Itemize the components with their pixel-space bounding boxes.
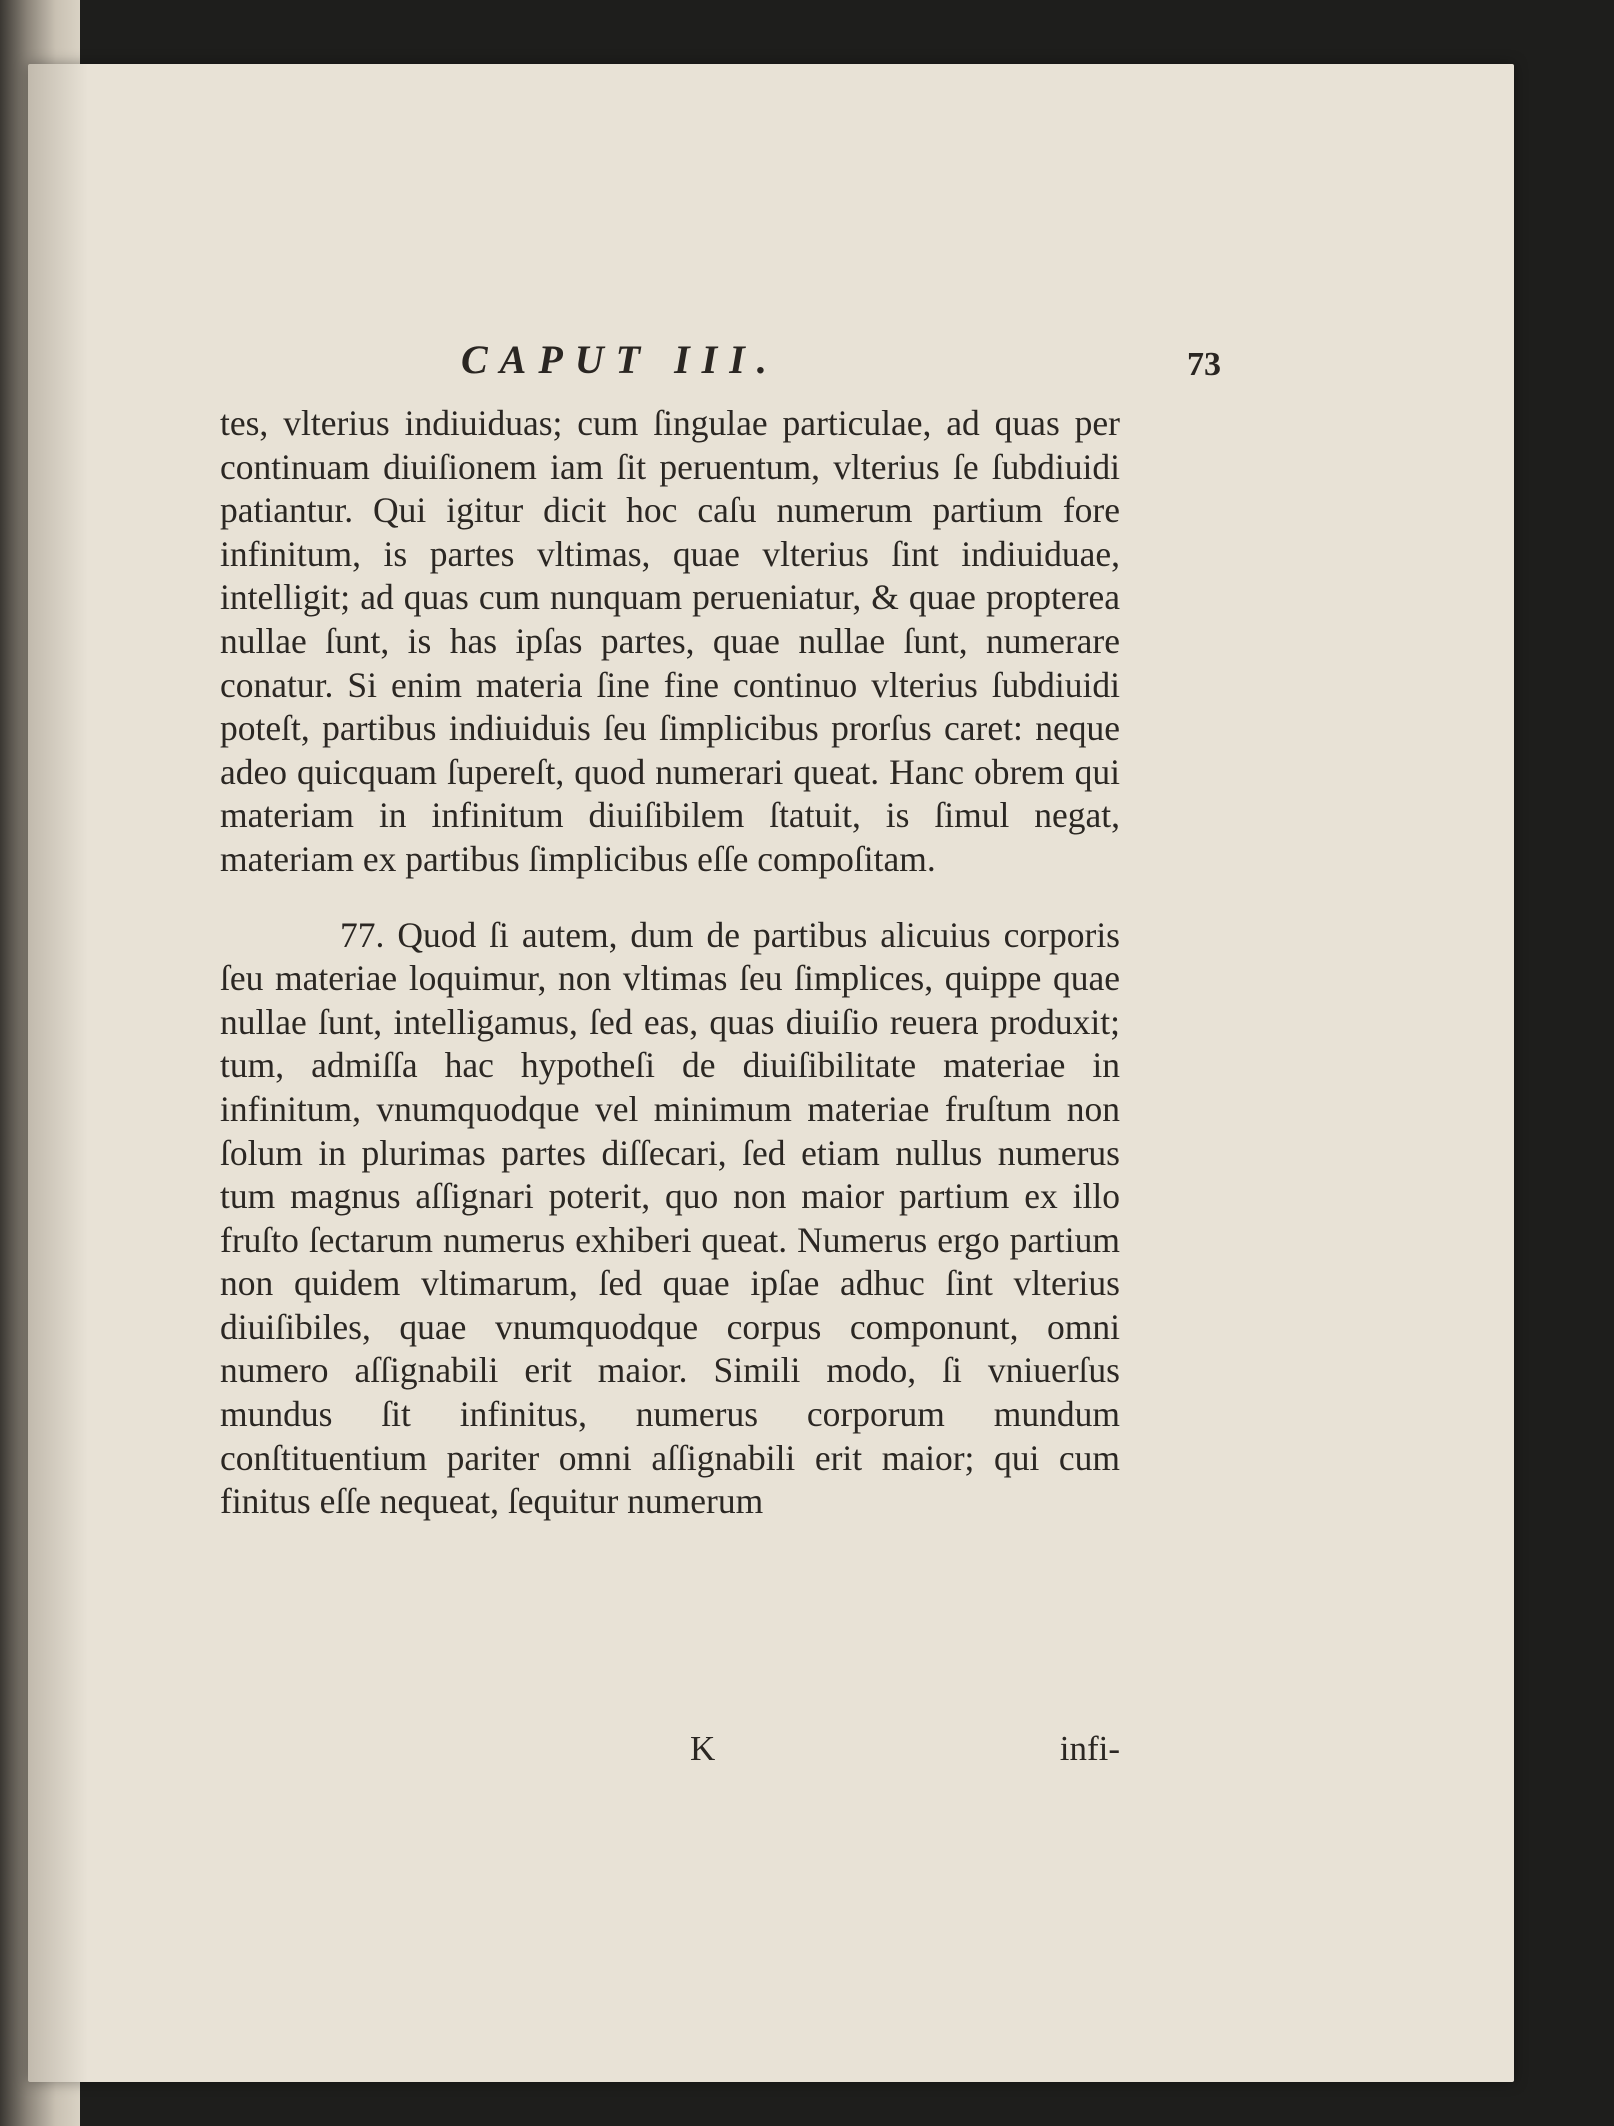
page-number: 73 — [1187, 346, 1221, 383]
paragraph-continued: tes, vlterius indiuiduas; cum ſingulae particulae, ad quas per continuam diuiſionem iam ſit peruentum, vlterius ſe ſubdiuidi patiantur. Qui igitur dicit hoc caſu numerum partium fore infinitum, is partes vltimas, quae vlterius ſint indiuiduae, intelligit; ad quas cum nunquam perueniatur, & quae propterea nullae ſunt, is has ipſas partes, quae nullae ſunt, numerare conatur. Si enim materia ſine fine continuo vlterius ſubdiuidi poteſt, partibus indiuiduis ſeu ſimplicibus prorſus caret: neque adeo quicquam ſupereſt, quod numerari queat. Hanc obrem qui materiam in infinitum diuiſibilem ſtatuit, is ſimul negat, materiam ex partibus ſimplicibus eſſe compoſitam. — [220, 403, 1120, 879]
signature-mark: K — [690, 1729, 716, 1768]
body-text — [220, 402, 1120, 1524]
book-page — [28, 64, 1514, 2082]
catchword: infi- — [1059, 1729, 1120, 1768]
page-footer — [220, 1729, 1120, 1773]
running-title: CAPUT III. — [461, 337, 779, 382]
paragraph-77: 77. Quod ſi autem, dum de partibus alicuius corporis ſeu materiae loquimur, non vltimas ſeu ſimplices, quippe quae nullae ſunt, intelligamus, ſed eas, quas diuiſio reuera produxit; tum, admiſſa hac hypotheſi de diuiſibilitate materiae in infinitum, vnumquodque vel minimum materiae fruſtum non ſolum in plurimas partes diſſecari, ſed etiam nullus numerus tum magnus aſſignari poterit, quo non maior partium ex illo fruſto ſectarum numerus exhiberi queat. Numerus ergo partium non quidem vltimarum, ſed quae ipſae adhuc ſint vlterius diuiſibiles, quae vnumquodque corpus componunt, omni numero aſſignabili erit maior. Simili modo, ſi vniuerſus mundus ſit infinitus, numerus corporum mundum conſtituentium pariter omni aſſignabili erit maior; qui cum finitus eſſe nequeat, ſequitur numerum — [220, 914, 1120, 1522]
page-header — [461, 336, 1221, 396]
